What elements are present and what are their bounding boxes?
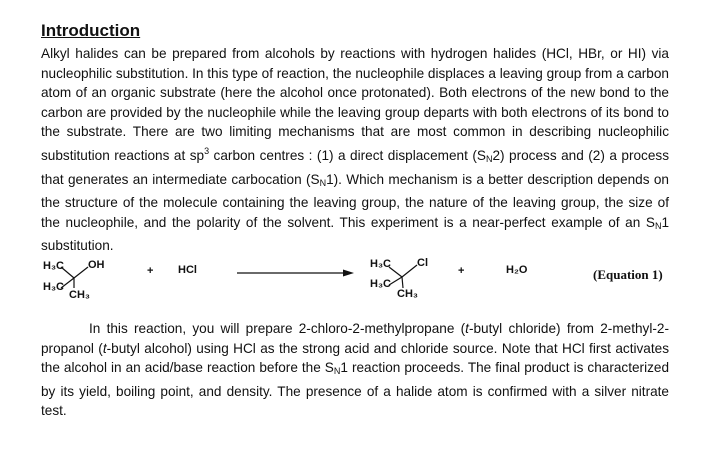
text-run: 1 reaction proceeds. The final product is characterized by its yield, boiling point, and density. The presence of a halide atom is confirmed with a silver nitrate test. [41, 360, 670, 419]
italic-text: t [465, 321, 469, 336]
procedure-paragraph [41, 319, 669, 421]
reactant-ch3: CH₃ [69, 289, 90, 301]
section-heading: Introduction [41, 21, 141, 40]
bond-line [402, 277, 403, 288]
intro-paragraph [41, 44, 669, 256]
text-run: 2) process and (2) a process that generates an intermediate carbocation (S [41, 147, 669, 187]
plus-sign: + [458, 265, 465, 277]
plus-sign: + [147, 265, 154, 277]
subscript: N [654, 220, 662, 231]
product-cl: Cl [417, 257, 428, 269]
reaction-arrow-head [343, 270, 354, 277]
bond-line [402, 265, 417, 277]
reactant-h3c-left: H₃C [43, 281, 64, 293]
text-run: -butyl alcohol) using HCl as the strong acid and chloride source. Note that HCl first activates the alcohol in an acid/base reaction before the S [41, 340, 669, 376]
reagent-hcl: HCl [178, 264, 197, 276]
italic-text: t [102, 340, 107, 356]
text-run: In this reaction, you will prepare 2-chloro-2-methylpropane ( [89, 321, 466, 336]
product-h3c-top: H₃C [370, 258, 391, 270]
reactant-oh: OH [88, 259, 105, 271]
equation-label: (Equation 1) [593, 267, 663, 282]
product-water: H₂O [506, 264, 528, 276]
text-run: carbon centres : (1) a direct displacement (S [209, 147, 486, 163]
text-run: -butyl chloride) from 2-methyl-2-propanol ( [41, 321, 669, 356]
bond-line [74, 267, 88, 278]
reaction-equation [0, 250, 708, 314]
product-h3c-left: H₃C [370, 278, 391, 290]
reactant-h3c-top: H₃C [43, 260, 64, 272]
subscript: N [319, 177, 327, 188]
text-run: 1 substitution. [41, 214, 669, 254]
subscript: N [333, 366, 341, 377]
superscript: 3 [204, 145, 210, 156]
subscript: N [485, 153, 493, 164]
product-ch3: CH₃ [397, 288, 418, 300]
text-run: Alkyl halides can be prepared from alcohols by reactions with hydrogen halides (HCl, HBr, or HI) via nucleophilic substitution. In this type of reaction, the nucleophile displaces a leaving group from a carbon atom of an organic substrate (here the alcohol once protonated). Both electrons of the new bond to the carbon are provided by the nucleophile while the leaving group departs with both electrons of its bond to the substrate. There are two limiting mechanisms that are most common in describing nucleophilic substitution reactions at sp [41, 46, 669, 163]
text-run: 1). Which mechanism is a better description depends on the structure of the molecule containing the leaving group, the nature of the leaving group, the size of the nucleophile, and the polarity of the solvent. This experiment is a near-perfect example of an S [41, 171, 669, 230]
